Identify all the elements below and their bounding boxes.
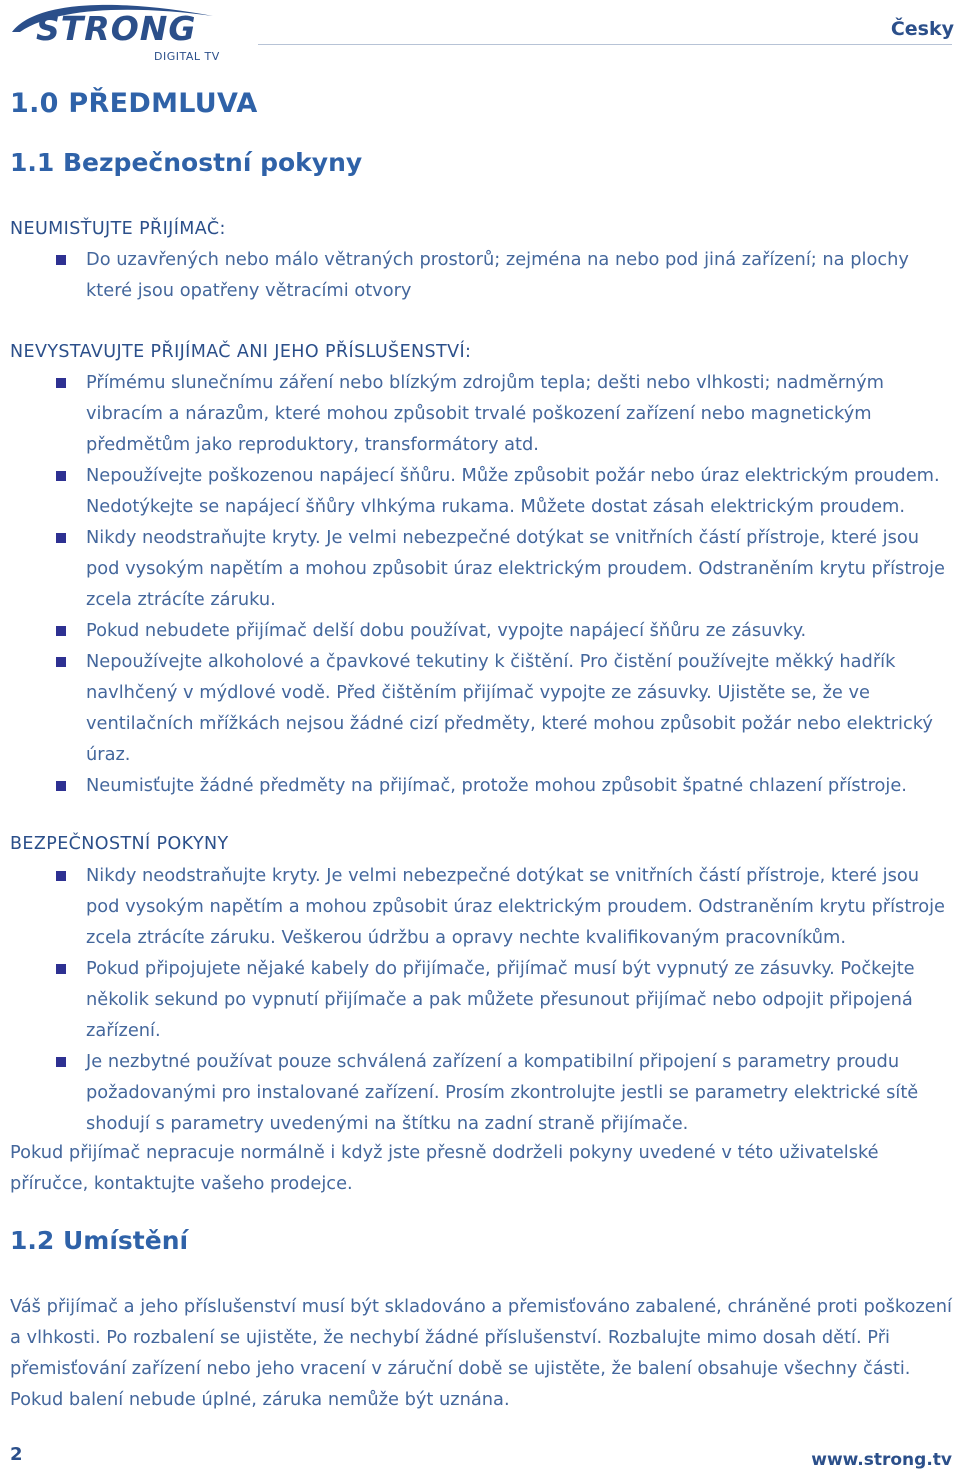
bullet-square-icon: [56, 657, 66, 667]
list-item: Nepoužívejte alkoholové a čpavkové tekutiny k čištění. Pro čistění používejte měkký hadřík navlhčený v mýdlové vodě. Před čištěním přijímač vypojte ze zásuvky. Ujistěte se, že ve ventilačních mřížkách nejsou žádné cizí předměty, které mohou způsobit požár nebo elektrický úraz.: [0, 646, 960, 770]
group-title-exposure: NEVYSTAVUJTE PŘIJÍMAČ ANI JEHO PŘÍSLUŠENSTVÍ:: [10, 342, 472, 362]
bullet-square-icon: [56, 471, 66, 481]
list-item: Je nezbytné používat pouze schválená zařízení a kompatibilní připojení s parametry proudu požadovanými pro instalované zařízení. Prosím zkontrolujte jestli se parametry elektrické sítě shodují s parametry uvedenými na štítku na zadní straně přijímače.: [0, 1046, 960, 1139]
website-url: www.strong.tv: [811, 1450, 952, 1470]
bullet-square-icon: [56, 781, 66, 791]
bullet-square-icon: [56, 964, 66, 974]
page-number: 2: [10, 1444, 23, 1465]
list-item: Nikdy neodstraňujte kryty. Je velmi nebezpečné dotýkat se vnitřních částí přístroje, které jsou pod vysokým napětím a mohou způsobit úraz elektrickým proudem. Odstraněním krytu přístroje zcela ztrácíte záruku. Veškerou údržbu a opravy nechte kvalifikovaným pracovníkům.: [0, 860, 960, 953]
list-item: Nikdy neodstraňujte kryty. Je velmi nebezpečné dotýkat se vnitřních částí přístroje, které jsou pod vysokým napětím a mohou způsobit úraz elektrickým proudem. Odstraněním krytu přístroje zcela ztrácíte záruku.: [0, 522, 960, 615]
list-item: Nepoužívejte poškozenou napájecí šňůru. Může způsobit požár nebo úraz elektrickým proudem. Nedotýkejte se napájecí šňůry vlhkýma rukama. Můžete dostat zásah elektrickým proudem.: [0, 460, 960, 522]
svg-text:STRONG: STRONG: [36, 9, 197, 48]
closing-paragraph: Pokud přijímač nepracuje normálně i když jste přesně dodrželi pokyny uvedené v této uživatelské příručce, kontaktujte vašeho prodejce.: [10, 1142, 879, 1194]
bullet-square-icon: [56, 255, 66, 265]
strong-logo-graphic: [8, 2, 223, 64]
bullet-square-icon: [56, 533, 66, 543]
group-title-safety-instructions: BEZPEČNOSTNÍ POKYNY: [10, 834, 229, 854]
header-divider: [258, 44, 952, 45]
list-item: Do uzavřených nebo málo větraných prostorů; zejména na nebo pod jiná zařízení; na plochy které jsou opatřeny větracími otvory: [0, 244, 960, 306]
page-title: 1.0 PŘEDMLUVA: [10, 88, 258, 119]
page-header: [0, 0, 960, 70]
bullet-square-icon: [56, 1057, 66, 1067]
list-item: Pokud nebudete přijímač delší dobu používat, vypojte napájecí šňůru ze zásuvky.: [0, 615, 960, 646]
svg-text:DIGITAL TV: DIGITAL TV: [154, 50, 220, 63]
bullet-square-icon: [56, 871, 66, 881]
exposure-list: [0, 367, 960, 801]
section-heading-placement: 1.2 Umístění: [10, 1226, 189, 1255]
bullet-square-icon: [56, 626, 66, 636]
language-label: Česky: [890, 18, 954, 40]
section-heading-safety: 1.1 Bezpečnostní pokyny: [10, 148, 363, 177]
placement-paragraph: Váš přijímač a jeho příslušenství musí být skladováno a přemisťováno zabalené, chráněné proti poškození a vlhkosti. Po rozbalení se ujistěte, že nechybí žádné příslušenství. Rozbalujte mimo dosah dětí. Při přemisťování zařízení nebo jeho vracení v záruční době se ujistěte, že balení obsahuje všechny části. Pokud balení nebude úplné, záruka nemůže být uznána.: [10, 1296, 952, 1410]
strong-logo: [8, 2, 223, 64]
list-item: Přímému slunečnímu záření nebo blízkým zdrojům tepla; dešti nebo vlhkosti; nadměrným vibracím a nárazům, které mohou způsobit trvalé poškození zařízení nebo magnetickým předmětům jako reproduktory, transformátory atd.: [0, 367, 960, 460]
list-item: Neumisťujte žádné předměty na přijímač, protože mohou způsobit špatné chlazení přístroje.: [0, 770, 960, 801]
list-item: Pokud připojujete nějaké kabely do přijímače, přijímač musí být vypnutý ze zásuvky. Počkejte několik sekund po vypnutí přijímače a pak můžete přesunout přijímač nebo odpojit připojená zařízení.: [0, 953, 960, 1046]
group-title-placement: NEUMISŤUJTE PŘIJÍMAČ:: [10, 219, 226, 239]
bullet-square-icon: [56, 378, 66, 388]
safety-instructions-list: [0, 860, 960, 1139]
placement-list: [0, 244, 960, 306]
